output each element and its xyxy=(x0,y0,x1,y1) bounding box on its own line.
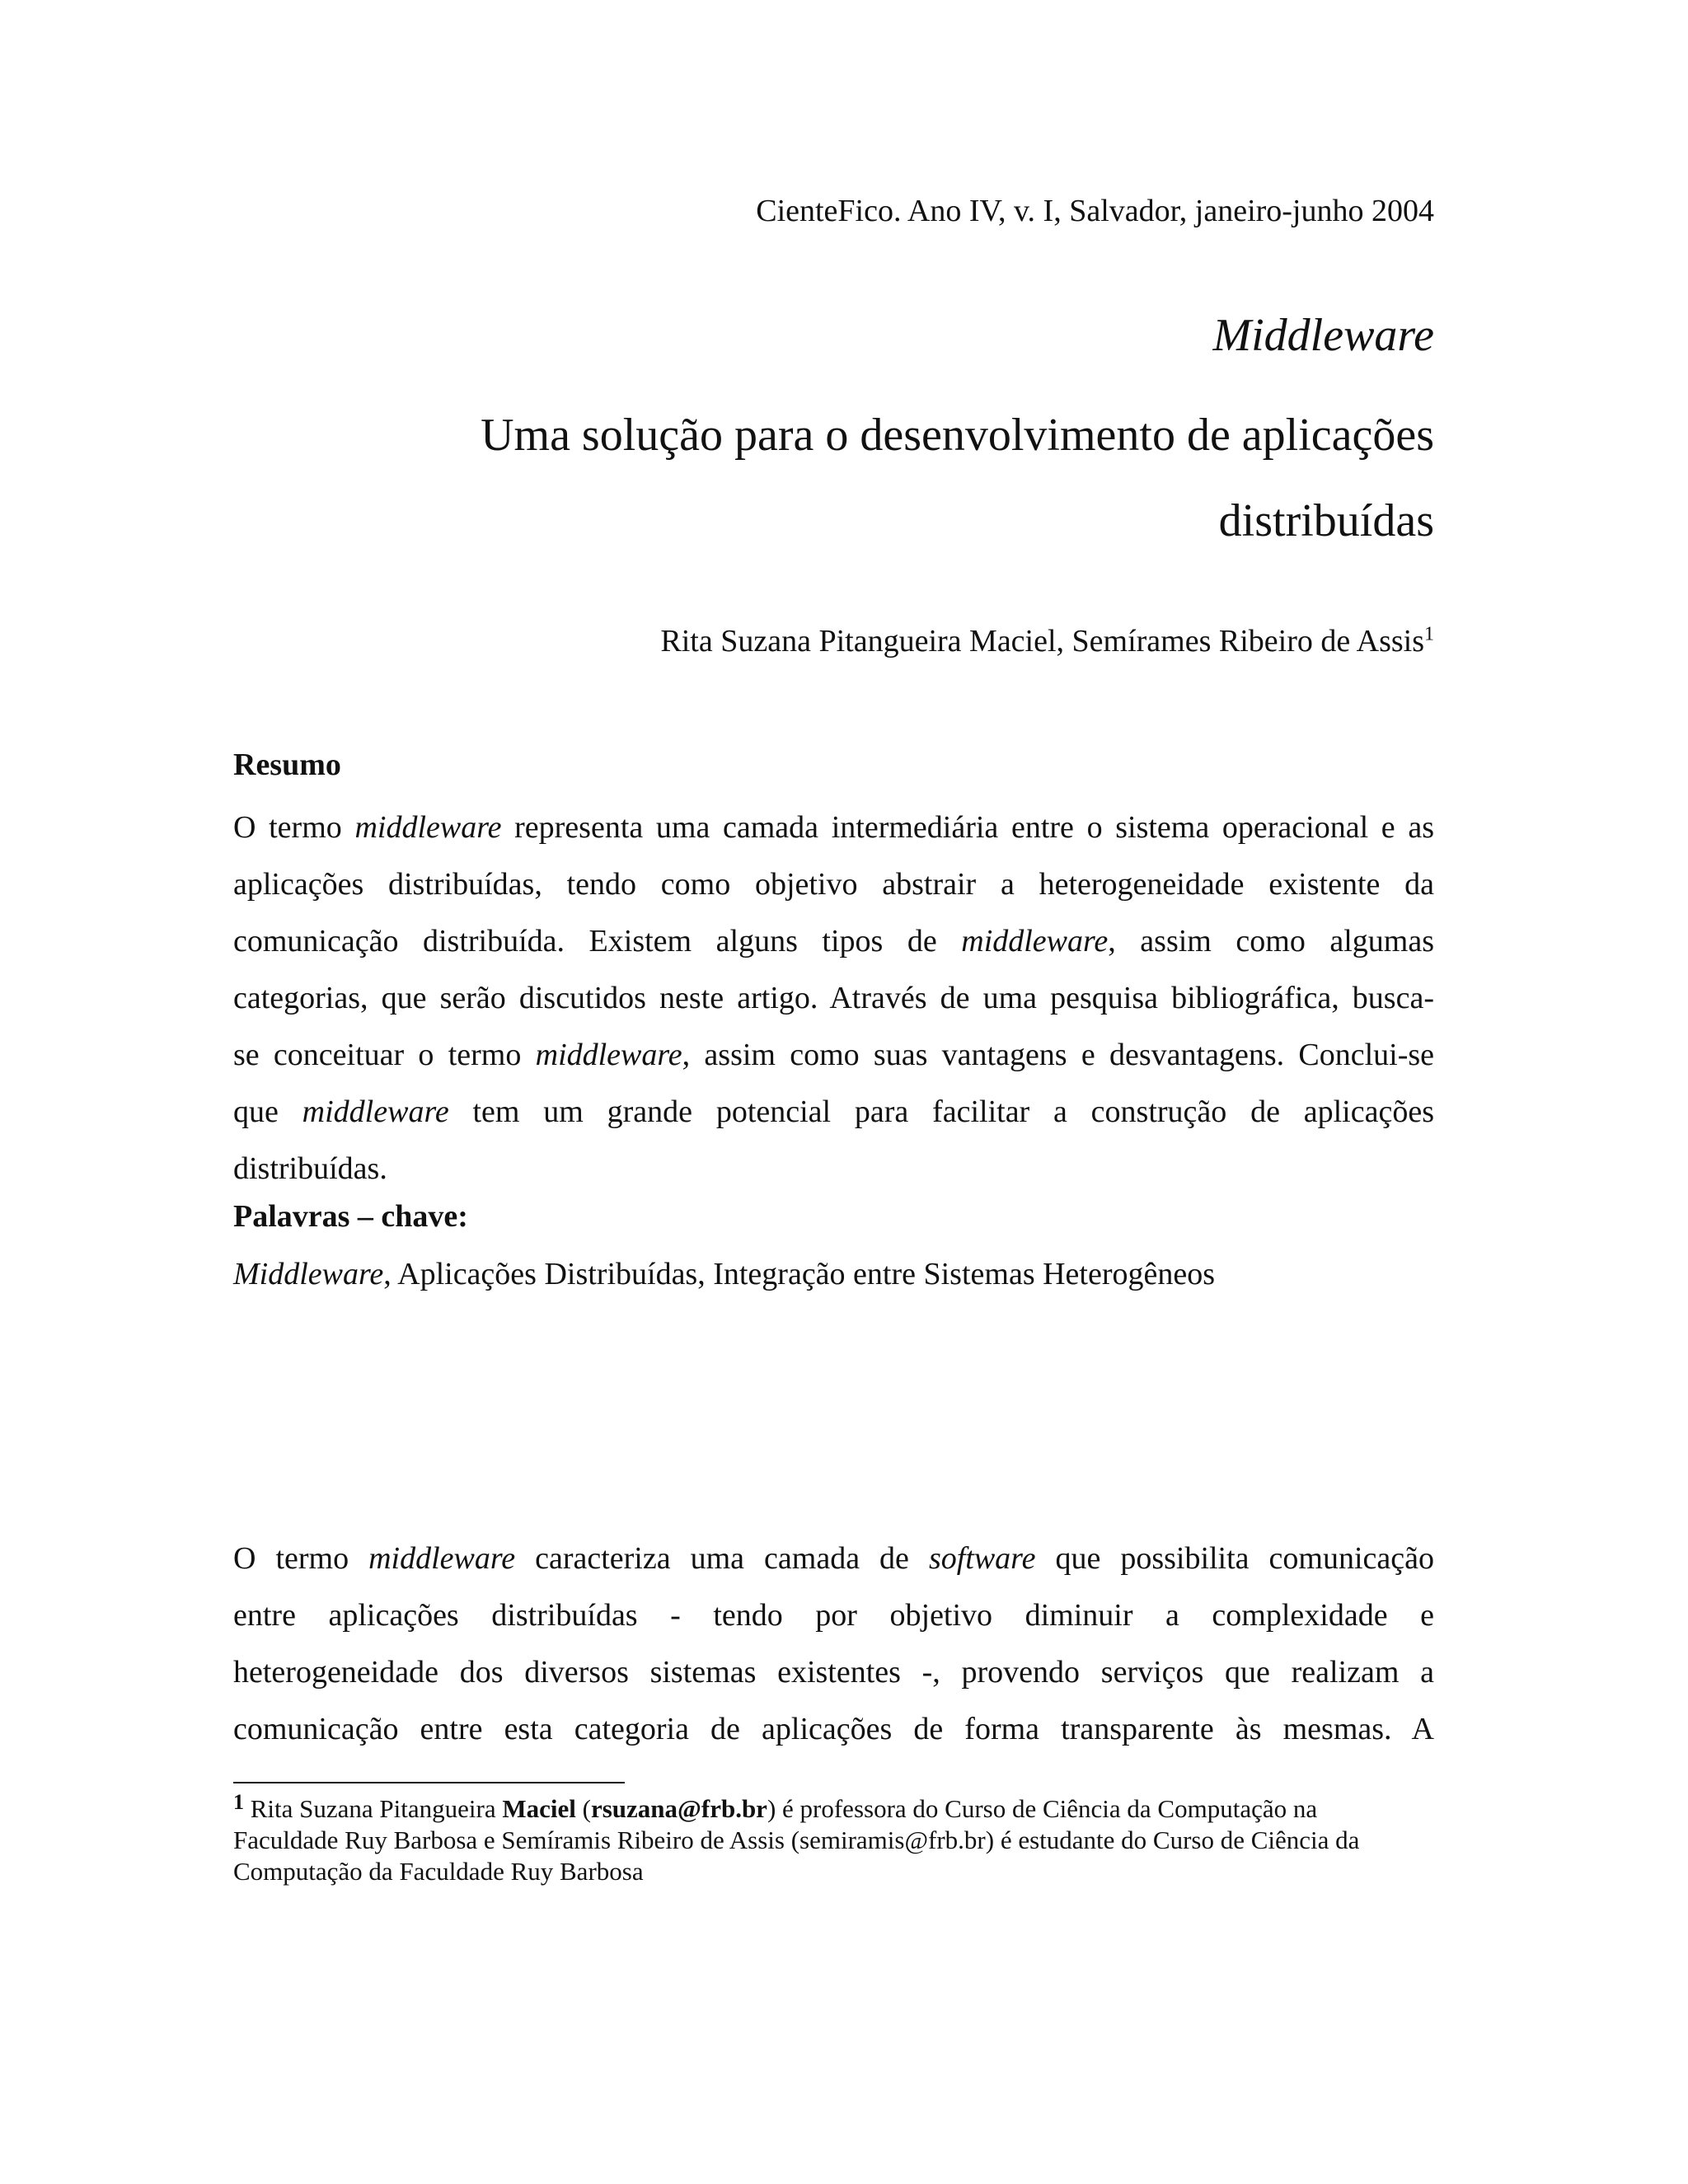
body-line: heterogeneidade dos diversos sistemas existentes -, provendo serviços que realizam a xyxy=(233,1655,1434,1690)
body-paragraph xyxy=(233,1530,1434,1758)
footnote-line-2: Faculdade Ruy Barbosa e Semíramis Ribeiro de Assis (semiramis@frb.br) é estudante do Curso de Ciência da xyxy=(233,1825,1360,1854)
body-line: comunicação entre esta categoria de aplicações de forma transparente às mesmas. A xyxy=(233,1712,1434,1746)
keywords-list xyxy=(233,1254,1215,1294)
body-line: O termo middleware caracteriza uma camada de software que possibilita comunicação xyxy=(233,1541,1434,1576)
abstract-line: O termo middleware representa uma camada intermediária entre o sistema operacional e as xyxy=(233,810,1435,845)
footnote-divider xyxy=(233,1782,625,1783)
footnote-line-1: $^1$ Rita Suzana Pitangueira Maciel (rsuzana@frb.br) é professora do Curso de Ciência da Computação na xyxy=(233,1790,1318,1823)
body-line: entre aplicações distribuídas - tendo por objetivo diminuir a complexidade e xyxy=(233,1598,1434,1633)
author-footnote-mark: 1 xyxy=(1424,623,1434,645)
title-main xyxy=(231,392,1434,564)
abstract-line: distribuídas. xyxy=(233,1151,387,1186)
keywords-rest: , Aplicações Distribuídas, Integração entre Sistemas Heterogêneos xyxy=(383,1257,1216,1291)
abstract-line: que middleware tem um grande potencial para facilitar a construção de aplicações xyxy=(233,1094,1434,1129)
footnote-email-link: rsuzana@frb.br xyxy=(590,1794,767,1823)
authors-line xyxy=(231,621,1434,661)
title-italic: Middleware xyxy=(1212,310,1434,361)
keyword-middleware: Middleware xyxy=(233,1257,384,1291)
abstract-heading: Resumo xyxy=(233,748,341,782)
abstract-line: comunicação distribuída. Existem alguns tipos de middleware, assim como algumas xyxy=(233,924,1434,958)
title-line-1: Uma solução para o desenvolvimento de aplicações xyxy=(481,410,1434,461)
abstract-line: categorias, que serão discutidos neste artigo. Através de uma pesquisa bibliográfica, busca- xyxy=(233,981,1434,1015)
keywords-heading: Palavras – chave: xyxy=(233,1199,468,1234)
journal-header: CienteFico. Ano IV, v. I, Salvador, janeiro-junho 2004 xyxy=(756,194,1434,228)
title-line-2: distribuídas xyxy=(1218,495,1434,546)
author-names: Rita Suzana Pitangueira Maciel, Semírames Ribeiro de Assis xyxy=(660,624,1424,658)
footnote-mark: 1 xyxy=(233,1790,244,1814)
footnote-line-3: Computação da Faculdade Ruy Barbosa xyxy=(233,1857,644,1886)
footnote xyxy=(233,1790,1437,1887)
abstract-line: se conceituar o termo middleware, assim como suas vantagens e desvantagens. Conclui-se xyxy=(233,1038,1435,1072)
abstract-line: aplicações distribuídas, tendo como objetivo abstrair a heterogeneidade existente da xyxy=(233,867,1434,902)
abstract-text xyxy=(233,799,1434,1197)
